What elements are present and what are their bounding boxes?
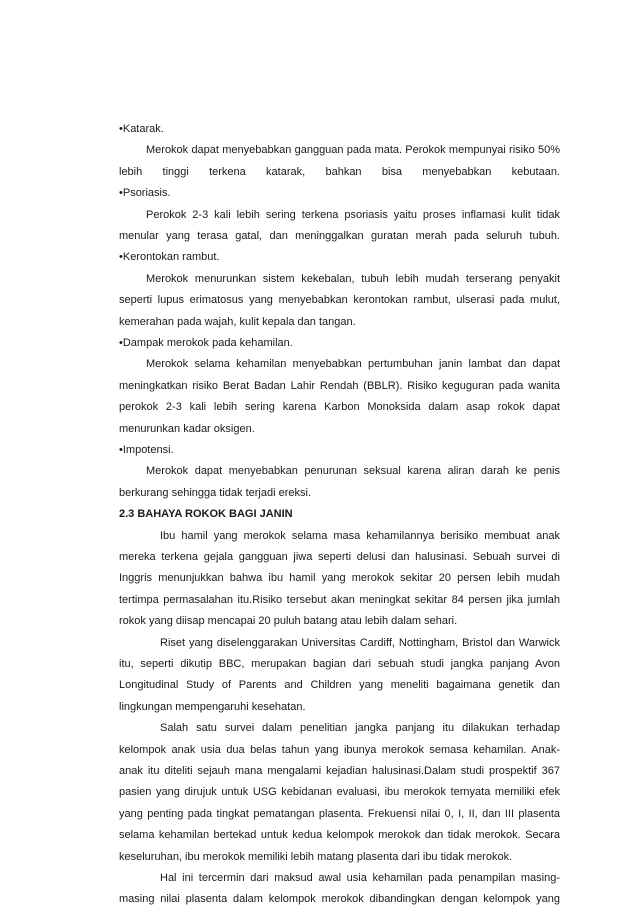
text-line: yang penting pada tingkat pematangan plasenta. Frekuensi nilai 0, I, II, dan III plasenta: [119, 808, 560, 820]
bullet-item: •Kerontokan rambut.: [119, 251, 220, 263]
text-line: keseluruhan, ibu merokok memiliki lebih matang plasenta dari ibu tidak merokok.: [119, 851, 513, 863]
text-line: menular yang terasa gatal, dan meninggalkan guratan merah pada seluruh tubuh.: [119, 230, 560, 242]
text-line: meningkatkan risiko Berat Badan Lahir Rendah (BBLR). Risiko keguguran pada wanita: [119, 380, 560, 392]
text-line: Merokok menurunkan sistem kekebalan, tubuh lebih mudah terserang penyakit: [146, 273, 560, 285]
text-line: seperti lupus erimatosus yang menyebabkan kerontokan rambut, ulserasi pada mulut,: [119, 294, 560, 306]
text-line: Inggris menunjukkan bahwa ibu hamil yang merokok sekitar 20 persen lebih mudah: [119, 572, 560, 584]
text-line: perokok 2-3 kali lebih sering karena Karbon Monoksida dalam asap rokok dapat: [119, 401, 560, 413]
bullet-item: •Impotensi.: [119, 444, 174, 456]
text-line: masing nilai plasenta dalam kelompok merokok dibandingkan dengan kelompok yang: [119, 893, 560, 905]
text-line: Riset yang diselenggarakan Universitas Cardiff, Nottingham, Bristol dan Warwick: [160, 637, 560, 649]
bullet-item: •Dampak merokok pada kehamilan.: [119, 337, 293, 349]
bullet-item: •Katarak.: [119, 123, 164, 135]
text-line: Hal ini tercermin dari maksud awal usia kehamilan pada penampilan masing-: [160, 872, 560, 884]
text-line: lingkungan mempengaruhi kesehatan.: [119, 701, 306, 713]
text-line: kelompok anak usia dua belas tahun yang ibunya merokok semasa kehamilan. Anak-: [119, 744, 560, 756]
text-line: berkurang sehingga tidak terjadi ereksi.: [119, 487, 312, 499]
bullet-item: •Psoriasis.: [119, 187, 171, 199]
text-line: mereka terkena gejala gangguan jiwa seperti delusi dan halusinasi. Sebuah survei di: [119, 551, 560, 563]
text-line: anak itu diteliti sejauh mana mengalami kejadian halusinasi.Dalam studi prospektif 367: [119, 765, 560, 777]
text-line: Longitudinal Study of Parents and Children yang meneliti bagaimana genetik dan: [119, 679, 560, 691]
text-line: Ibu hamil yang merokok selama masa kehamilannya berisiko membuat anak: [160, 530, 560, 542]
text-line: Perokok 2-3 kali lebih sering terkena psoriasis yaitu proses inflamasi kulit tidak: [146, 209, 560, 221]
text-line: Merokok dapat menyebabkan penurunan seksual karena aliran darah ke penis: [146, 465, 560, 477]
text-line: itu, seperti dikutip BBC, merupakan bagian dari sebuah studi jangka panjang Avon: [119, 658, 560, 670]
text-line: rokok yang diisap mencapai 20 puluh batang atau lebih dalam sehari.: [119, 615, 458, 627]
text-line: Merokok dapat menyebabkan gangguan pada mata. Perokok mempunyai risiko 50%: [146, 144, 560, 156]
text-line: lebih tinggi terkena katarak, bahkan bisa menyebabkan kebutaan.: [119, 166, 560, 178]
text-line: selama kehamilan bertekad untuk kedua kelompok merokok dan tidak merokok. Secara: [119, 829, 560, 841]
section-heading: 2.3 BAHAYA ROKOK BAGI JANIN: [119, 508, 293, 520]
text-line: menurunkan kadar oksigen.: [119, 423, 255, 435]
text-line: Merokok selama kehamilan menyebabkan pertumbuhan janin lambat dan dapat: [146, 358, 560, 370]
text-line: pasien yang dirujuk untuk USG kebidanan evaluasi, ibu merokok ternyata memiliki efek: [119, 786, 560, 798]
text-line: tertimpa permasalahan itu.Risiko tersebut akan meningkat sekitar 84 persen jika jumlah: [119, 594, 560, 606]
text-line: kemerahan pada wajah, kulit kepala dan tangan.: [119, 316, 356, 328]
text-line: Salah satu survei dalam penelitian jangka panjang itu dilakukan terhadap: [160, 722, 560, 734]
